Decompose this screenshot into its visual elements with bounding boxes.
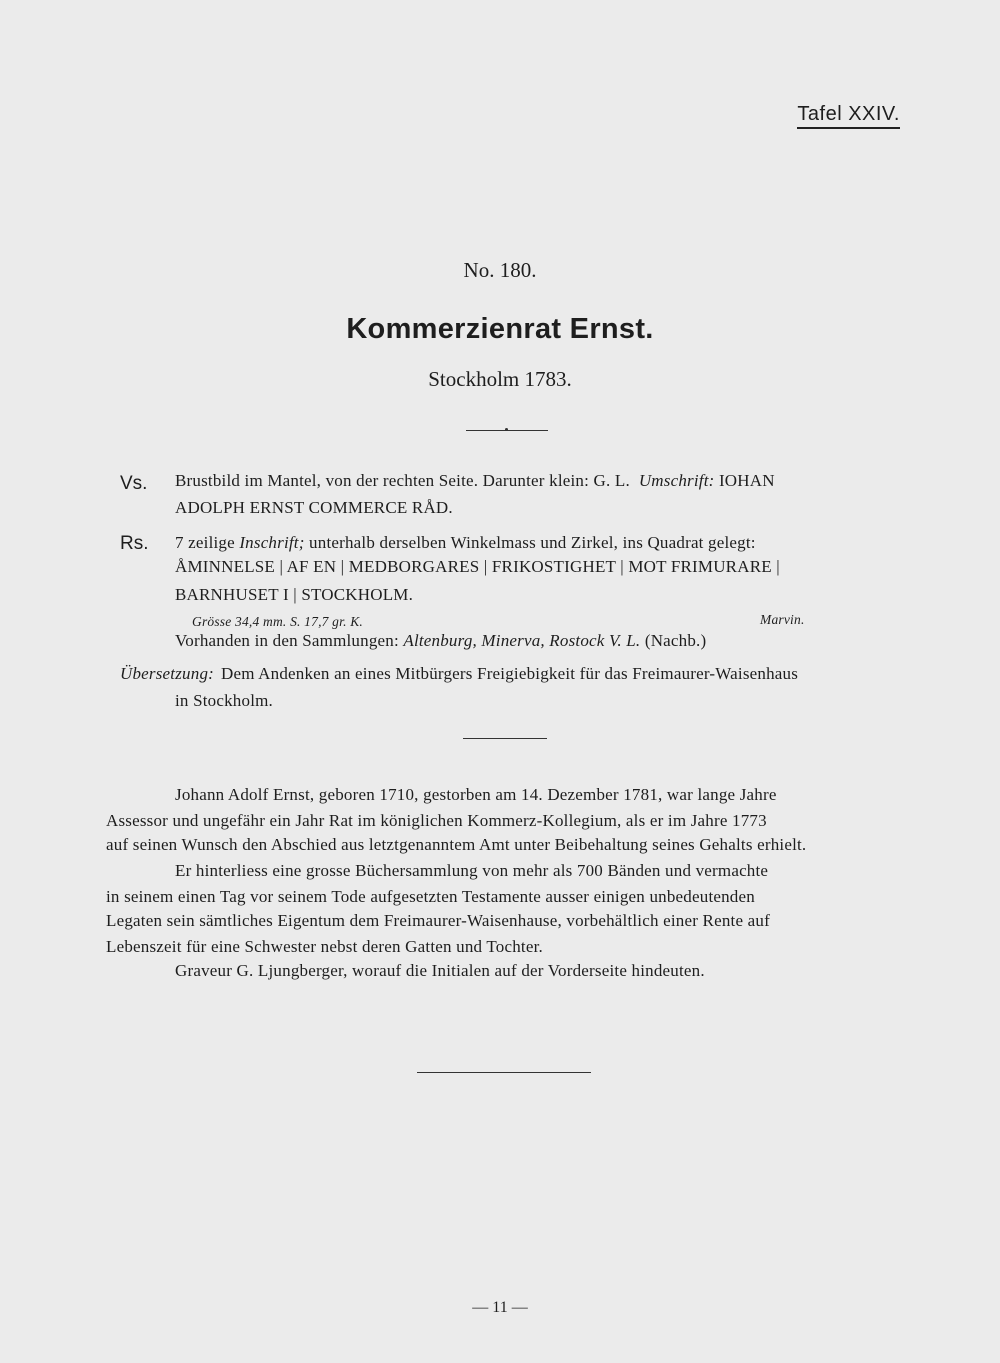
collections-names: Altenburg, Minerva, Rostock V. L. [403,631,641,650]
size-weight-line: Grösse 34,4 mm. S. 17,7 gr. K. [192,614,364,629]
plate-label: Tafel XXIV. [797,102,900,129]
obverse-line-2: ADOLPH ERNST COMMERCE RÅD. [175,498,453,517]
body-line-8: Graveur G. Ljungberger, worauf die Initialen auf der Vorderseite hindeuten. [175,961,705,980]
reverse-line-3: BARNHUSET I | STOCKHOLM. [175,585,414,604]
collections-label: Vorhanden in den Sammlungen: [175,631,399,650]
reverse-label: Rs. [120,533,149,554]
body-line-5: in seinem einen Tag vor seinem Tode aufgesetzten Testamente ausser einigen unbedeutenden [106,887,755,906]
page-title: Kommerzienrat Ernst. [346,313,654,345]
reverse-text-a: 7 zeilige [175,533,235,552]
translation-line-1: Dem Andenken an eines Mitbürgers Freigiebigkeit für das Freimaurer-Waisenhaus [221,664,799,683]
reverse-line-2: ÅMINNELSE | AF EN | MEDBORGARES | FRIKOSTIGHET | MOT FRIMURARE | [175,557,780,576]
divider-ornament [505,428,508,431]
translation-line-2: in Stockholm. [175,691,273,710]
legend-text-start: IOHAN [718,471,775,490]
body-line-3: auf seinen Wunsch den Abschied aus letztgenanntem Amt unter Beibehaltung seines Gehalts erhielt. [106,835,807,854]
obverse-label: Vs. [120,473,148,494]
page-number: — 11 — [472,1299,528,1316]
reverse-line-1 [175,532,756,554]
obverse-text: Brustbild im Mantel, von der rechten Seite. Darunter klein: G. L. [175,471,630,490]
closing-divider [417,1072,591,1073]
body-line-1: Johann Adolf Ernst, geboren 1710, gestorben am 14. Dezember 1781, war lange Jahre [175,785,777,804]
place-date: Stockholm 1783. [428,367,572,391]
size-line-right: Marvin. [760,612,805,627]
collections-note: (Nachb.) [644,631,707,650]
body-line-2: Assessor und ungefähr ein Jahr Rat im königlichen Kommerz-Kollegium, als er im Jahre 1773 [106,811,767,830]
inscription-label: Inschrift; [239,533,305,552]
body-line-6: Legaten sein sämtliches Eigentum dem Freimaurer-Waisenhause, vorbehältlich einer Rente auf [106,911,770,930]
translation-label: Übersetzung: [120,664,214,683]
collections-line [175,630,706,652]
body-line-7: Lebenszeit für eine Schwester nebst deren Gatten und Tochter. [106,937,543,956]
legend-label: Umschrift: [638,471,715,490]
entry-number: No. 180. [463,258,537,282]
section-divider [463,738,547,739]
obverse-line-1 [175,470,775,492]
reverse-text-c: unterhalb derselben Winkelmass und Zirkel, ins Quadrat gelegt: [309,533,756,552]
body-line-4: Er hinterliess eine grosse Büchersammlung von mehr als 700 Bänden und vermachte [175,861,769,880]
